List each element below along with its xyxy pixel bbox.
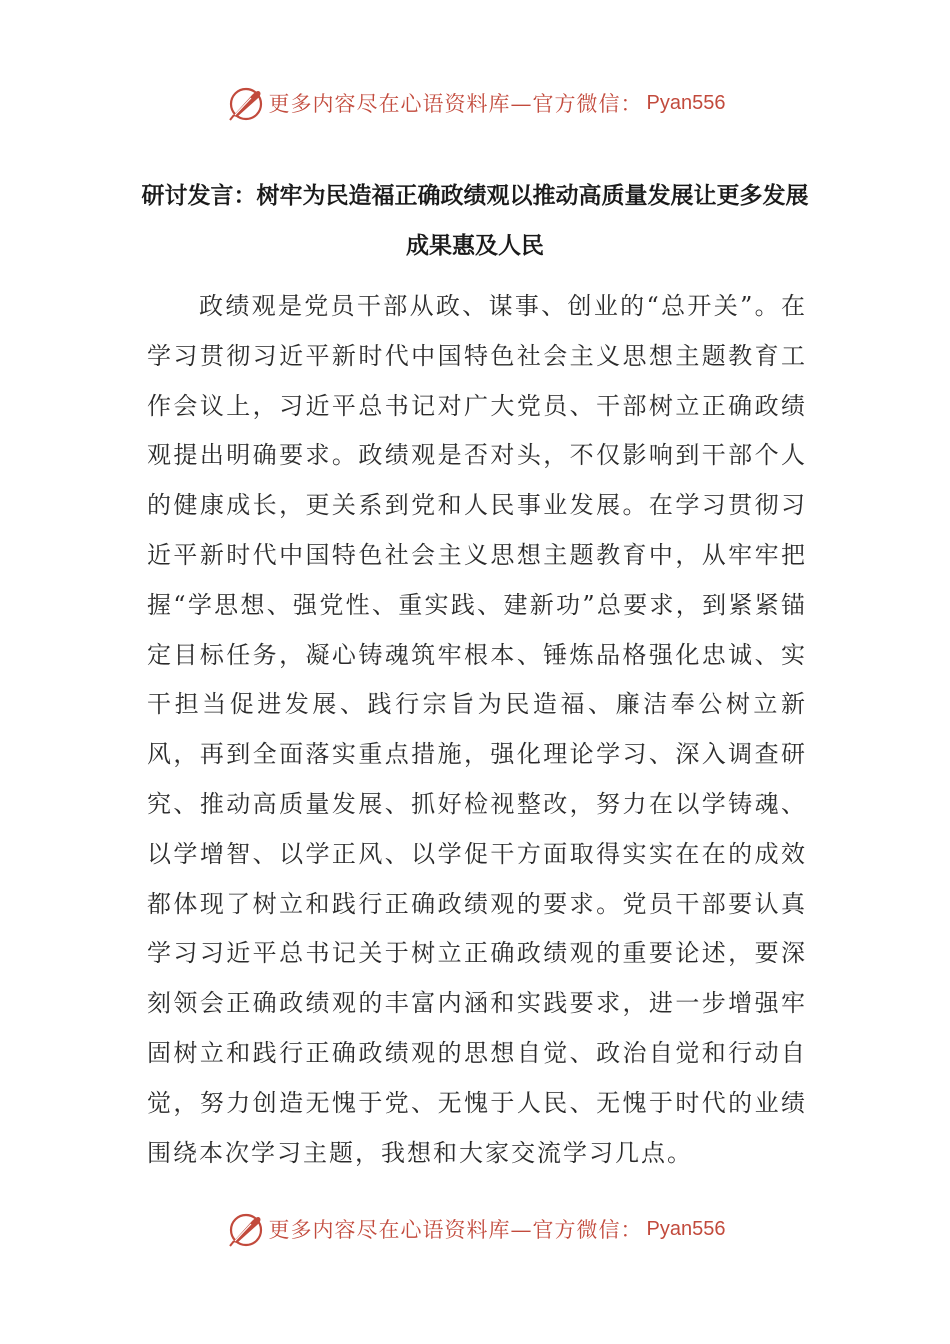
wechat-id: Pyan556 bbox=[646, 91, 726, 114]
quill-pen-circle-icon bbox=[225, 1209, 265, 1249]
document-title: 研讨发言：树牢为民造福正确政绩观以推动高质量发展让更多发展成果惠及人民 bbox=[141, 183, 809, 259]
banner-text: 更多内容尽在心语资料库—官方微信： bbox=[268, 92, 643, 116]
header-banner bbox=[0, 81, 950, 125]
banner-text: 更多内容尽在心语资料库—官方微信： bbox=[268, 1218, 643, 1242]
footer-banner bbox=[0, 1207, 950, 1251]
quill-pen-circle-icon bbox=[225, 83, 265, 123]
wechat-id: Pyan556 bbox=[646, 1217, 726, 1240]
body-paragraph: 政绩观是党员干部从政、谋事、创业的“总开关”。在学习贯彻习近平新时代中国特色社会主义思想主题教育工作会议上，习近平总书记对广大党员、干部树立正确政绩观提出明确要求。政绩观是否对头，不仅影响到干部个人的健康成长，更关系到党和人民事业发展。在学习贯彻习近平新时代中国特色社会主义思想主题教育中，从牢牢把握“学思想、强党性、重实践、建新功”总要求，到紧紧锚定目标任务，凝心铸魂筑牢根本、锤炼品格强化忠诚、实干担当促进发展、践行宗旨为民造福、廉洁奉公树立新风，再到全面落实重点措施，强化理论学习、深入调查研究、推动高质量发展、抓好检视整改，努力在以学铸魂、以学增智、以学正风、以学促干方面取得实实在在的成效都体现了树立和践行正确政绩观的要求。党员干部要认真学习习近平总书记关于树立正确政绩观的重要论述，要深刻领会正确政绩观的丰富内涵和实践要求，进一步增强牢固树立和践行正确政绩观的思想自觉、政治自觉和行动自觉，努力创造无愧于党、无愧于人民、无愧于时代的业绩围绕本次学习主题，我想和大家交流学习几点。 bbox=[147, 292, 807, 1167]
